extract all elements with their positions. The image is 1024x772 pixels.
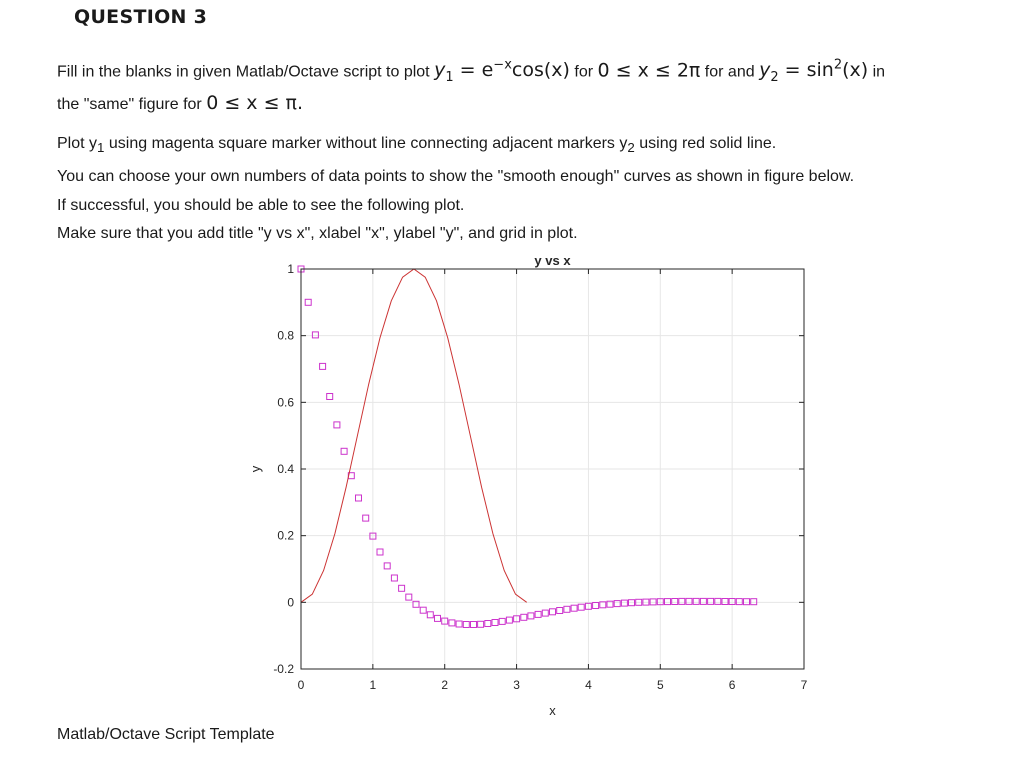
y-tick-label: 0 <box>287 595 294 610</box>
y-tick-label: 1 <box>287 262 294 276</box>
y-axis-label: y <box>248 465 263 473</box>
equation-y2: $y_2 = \sin^2(x)$ <box>759 58 869 86</box>
range-2pi: 0 ≤ x ≤ 2π <box>597 59 701 82</box>
requirements-line: Make sure that you add title "y vs x", xlabel "x", ylabel "y", and grid in plot. <box>57 225 578 242</box>
y-tick-label: 0.4 <box>277 462 294 476</box>
script-template-label: Matlab/Octave Script Template <box>57 726 275 743</box>
x-tick-label: 0 <box>297 678 305 692</box>
plot-instructions: Plot $y_1$ using magenta square marker without line connecting adjacent markers $y_2$ using red solid line. <box>57 135 777 156</box>
x-tick-label: 5 <box>656 678 664 692</box>
y-tick-label: 0.8 <box>277 328 294 343</box>
x-tick-label: 4 <box>585 678 592 692</box>
x-tick-label: 7 <box>800 678 808 692</box>
data-points-line: You can choose your own numbers of data points to show the "smooth enough" curves as shown in figure below. <box>57 168 855 185</box>
range-pi: 0 ≤ x ≤ π. <box>206 92 304 114</box>
chart-title: y vs x <box>534 253 571 268</box>
x-tick-label: 6 <box>728 678 736 692</box>
x-axis-label: x <box>549 703 556 718</box>
x-tick-label: 3 <box>513 678 520 692</box>
question-line-2: the "same" figure for 0 ≤ x ≤ π. <box>57 92 304 114</box>
success-line: If successful, you should be able to see the following plot. <box>57 197 465 214</box>
question-line-1: Fill in the blanks in given Matlab/Octave script to plot $y_1 = e^{-x}\cos(x)$ for 0 ≤ x ≤ 2π for and $y_2 = \sin^2(x)$ in <box>57 58 886 86</box>
x-tick-label: 1 <box>369 678 377 692</box>
y-tick-label: -0.2 <box>273 662 294 676</box>
y-tick-label: 0.6 <box>277 395 294 410</box>
equation-y1: $y_1 = e^{-x}\cos(x)$ <box>434 58 570 86</box>
question-heading: QUESTION 3 <box>74 6 208 28</box>
y-tick-label: 0.2 <box>277 528 294 543</box>
x-tick-label: 2 <box>441 678 449 692</box>
